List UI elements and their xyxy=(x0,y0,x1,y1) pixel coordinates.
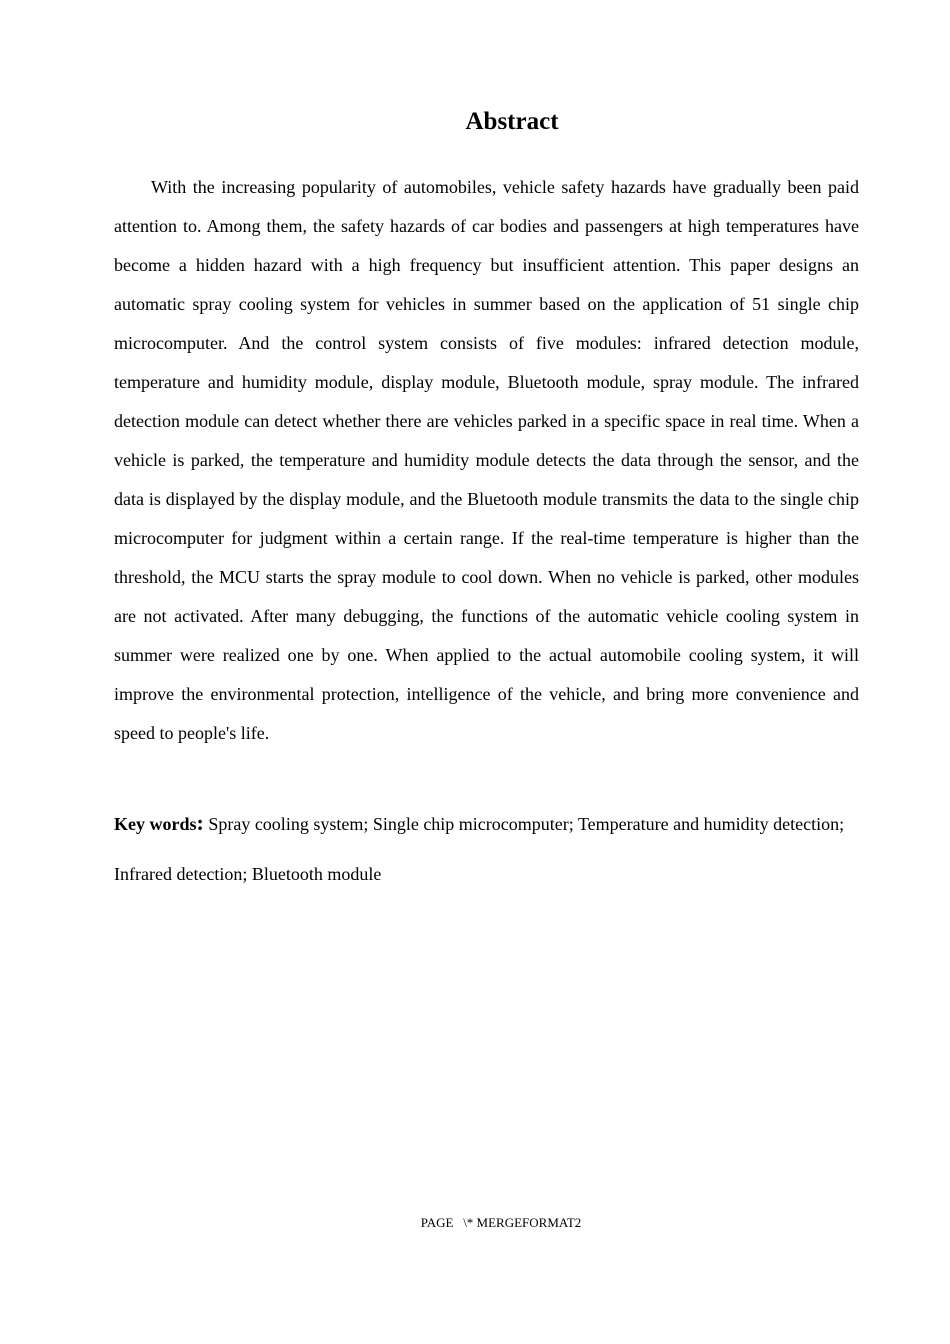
page-footer-field: PAGE \* MERGEFORMAT2 xyxy=(420,1215,582,1230)
abstract-title: Abstract xyxy=(465,108,559,135)
abstract-paragraph: With the increasing popularity of automobiles, vehicle safety hazards have gradually been paid attention to. Among them, the safety hazards of car bodies and passengers at high temperatures have become a hidden hazard with a high frequency but insufficient attention. This paper designs an automatic spray cooling system for vehicles in summer based on the application of 51 single chip microcomputer. And the control system consists of five modules: infrared detection module, temperature and humidity module, display module, Bluetooth module, spray module. The infrared detection module can detect whether there are vehicles parked in a specific space in real time. When a vehicle is parked, the temperature and humidity module detects the data through the sensor, and the data is displayed by the display module, and the Bluetooth module transmits the data to the single chip microcomputer for judgment within a certain range. If the real-time temperature is higher than the threshold, the MCU starts the spray module to cool down. When no vehicle is parked, other modules are not activated. After many debugging, the functions of the automatic vehicle cooling system in summer were realized one by one. When applied to the actual automobile cooling system, it will improve the environmental protection, intelligence of the vehicle, and bring more convenience and speed to people's life. xyxy=(114,177,859,743)
keywords-label: Key words xyxy=(114,814,197,834)
keywords-section xyxy=(114,798,859,899)
keywords-list: Spray cooling system; Single chip microcomputer; Temperature and humidity detection; Infrared detection; Bluetooth module xyxy=(114,814,845,884)
keywords-colon: : xyxy=(196,810,204,835)
